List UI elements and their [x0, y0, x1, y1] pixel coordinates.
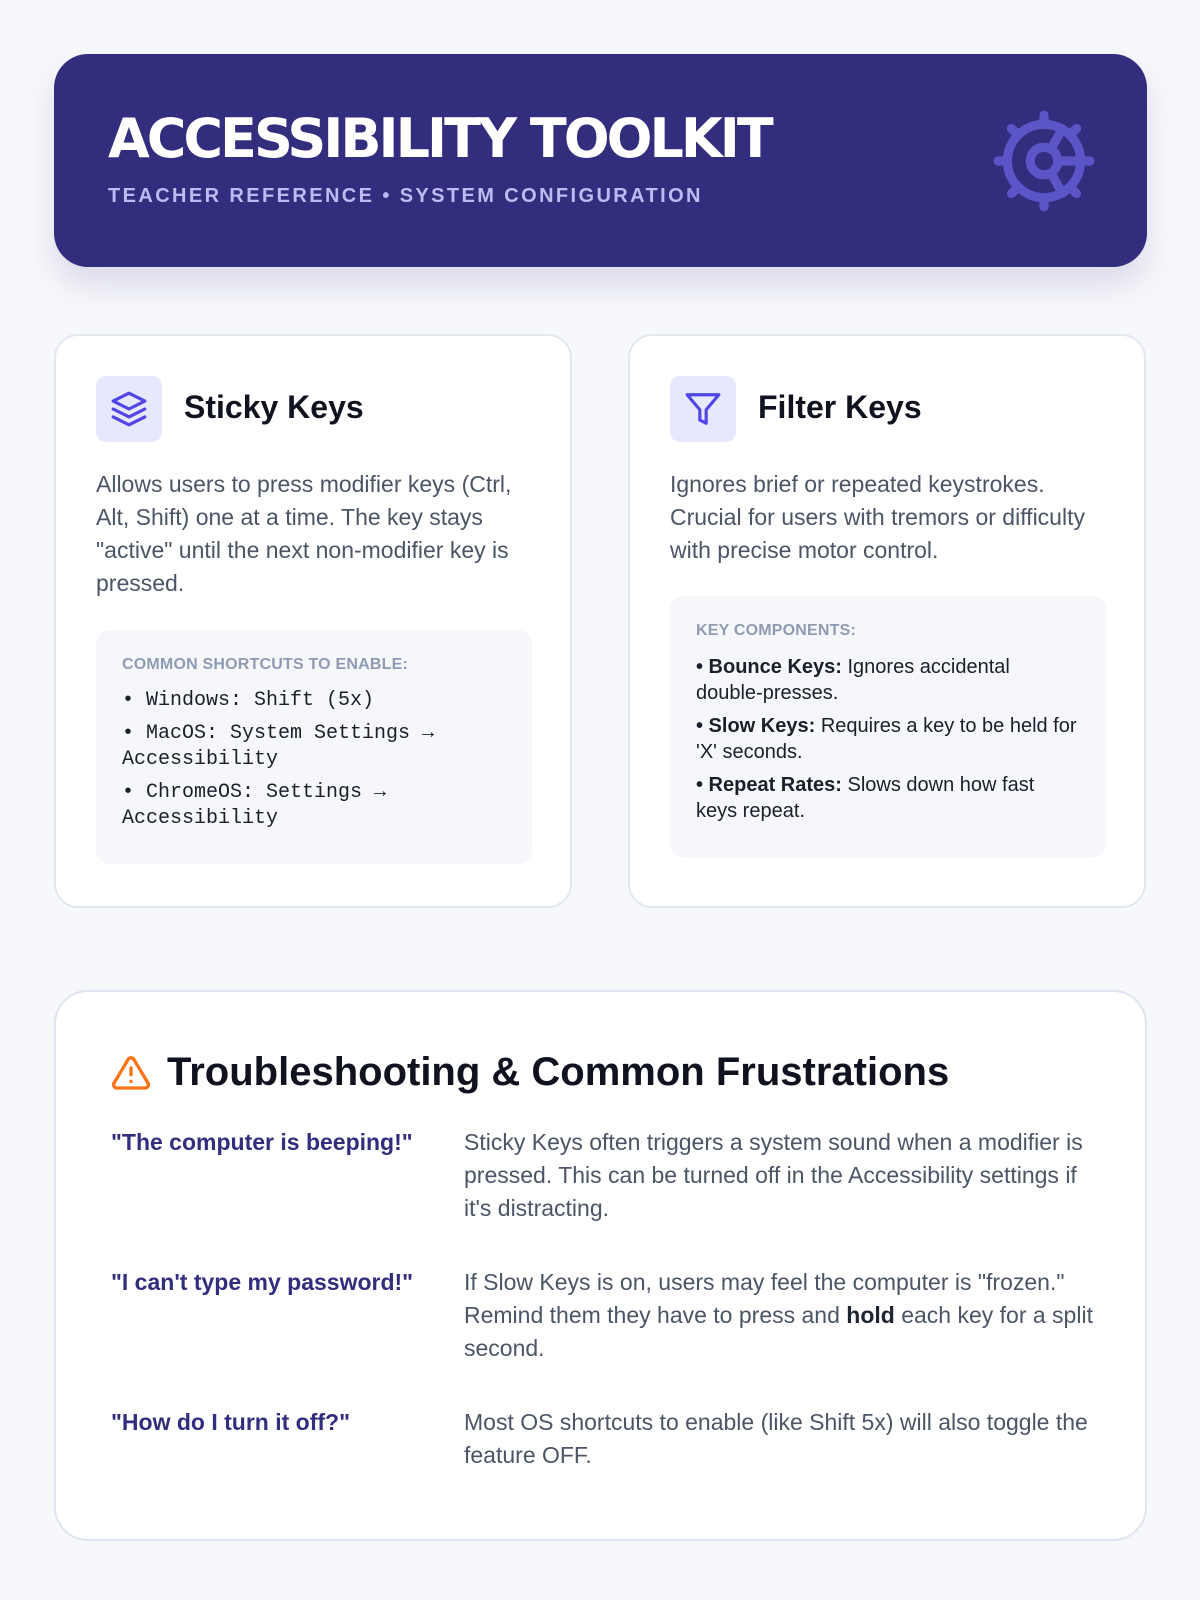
troubleshooting-header — [111, 1050, 949, 1095]
component-text: Slows down how fast keys repeat. — [696, 774, 1035, 822]
component-item — [696, 713, 1080, 765]
filter-icon — [684, 390, 722, 428]
sticky-keys-icon-box — [96, 376, 162, 442]
troubleshooting-answer: Most OS shortcuts to enable (like Shift 5x) will also toggle the feature OFF. — [464, 1409, 1088, 1468]
page-subtitle: TEACHER REFERENCE • SYSTEM CONFIGURATION — [108, 185, 703, 207]
component-term: • Slow Keys: — [696, 715, 816, 737]
component-text: Ignores accidental double-presses. — [696, 656, 1010, 704]
troubleshooting-question: "I can't type my password!" — [111, 1269, 414, 1295]
troubleshooting-question: "How do I turn it off?" — [111, 1409, 350, 1435]
troubleshooting-title: Troubleshooting & Common Frustrations — [167, 1050, 950, 1094]
gear-icon — [989, 106, 1099, 216]
component-term: • Bounce Keys: — [696, 656, 842, 678]
filter-keys-description: Ignores brief or repeated keystrokes. Crucial for users with tremors or difficulty with precise motor control. — [670, 471, 1085, 563]
answer-text: each key for a split second. — [464, 1302, 1093, 1361]
troubleshooting-section — [54, 990, 1147, 1541]
component-item — [696, 654, 1080, 706]
troubleshooting-question: "The computer is beeping!" — [111, 1129, 413, 1155]
component-term: • Repeat Rates: — [696, 774, 842, 796]
answer-text: If Slow Keys is on, users may feel the computer is "frozen." Remind them they have to press and — [464, 1269, 1065, 1328]
warning-icon — [111, 1053, 151, 1093]
header-banner — [54, 54, 1147, 267]
sticky-keys-card — [54, 334, 572, 908]
sticky-keys-title: Sticky Keys — [184, 389, 364, 425]
shortcut-item: • MacOS: System Settings → Accessibility — [122, 722, 435, 771]
filter-keys-title: Filter Keys — [758, 389, 922, 425]
layers-icon — [110, 390, 148, 428]
troubleshooting-answer — [464, 1266, 1094, 1365]
component-text: Requires a key to be held for 'X' seconds. — [696, 715, 1077, 763]
shortcut-item: • ChromeOS: Settings → Accessibility — [122, 781, 387, 830]
shortcuts-box — [96, 630, 532, 864]
components-box — [670, 596, 1106, 858]
component-item — [696, 772, 1080, 824]
shortcuts-label: COMMON SHORTCUTS TO ENABLE: — [122, 656, 408, 673]
answer-emphasis: hold — [846, 1302, 895, 1328]
troubleshooting-answer: Sticky Keys often triggers a system sound when a modifier is pressed. This can be turned off in the Accessibility settings if it's distracting. — [464, 1129, 1083, 1221]
filter-keys-icon-box — [670, 376, 736, 442]
shortcut-item: • Windows: Shift (5x) — [122, 689, 375, 712]
components-label: KEY COMPONENTS: — [696, 622, 857, 639]
sticky-keys-description: Allows users to press modifier keys (Ctrl, Alt, Shift) one at a time. The key stays "active" until the next non-modifier key is pressed. — [96, 471, 512, 596]
page-title: ACCESSIBILITY TOOLKIT — [108, 107, 771, 170]
filter-keys-card — [628, 334, 1146, 908]
